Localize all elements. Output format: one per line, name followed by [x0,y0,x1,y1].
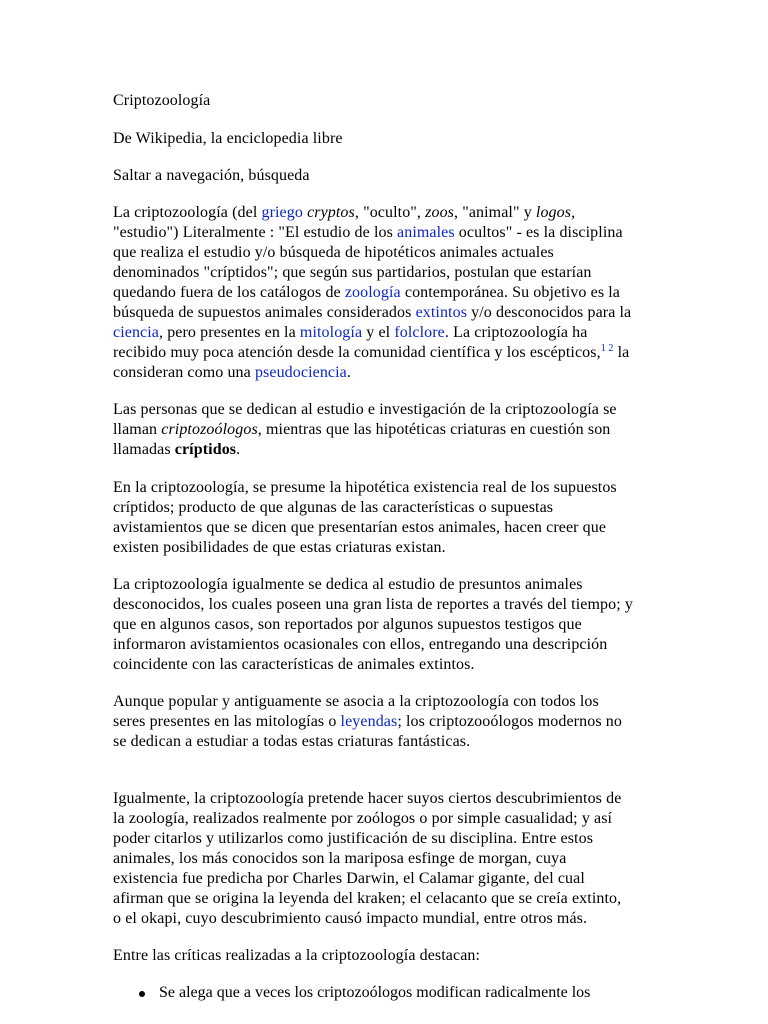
link-zoologia[interactable]: zoología [344,284,401,301]
italic-logos: logos [535,204,572,221]
italic-cryptos: cryptos [307,204,355,221]
link-leyendas[interactable]: leyendas [340,713,398,730]
dedica-paragraph: La criptozoología igualmente se dedica al estudio de presuntos animales desconocidos, los cuales poseen una gran lista de reportes a través del tiempo; y que en algunos casos, son reportados por algunos supuestos testigos que informaron avistamientos ocasionales con ellos, entregando una descripción coincidente con las características de animales extintos. [113,576,633,673]
aunque-paragraph: Aunque popular y antiguamente se asocia a la criptozoología con todos los seres presentes en las mitologías o leyendas; los criptozooólogos modernos no se dedican a estudiar a todas estas criaturas fantásticas. [113,693,622,750]
link-extintos[interactable]: extintos [415,304,468,321]
link-pseudociencia[interactable]: pseudociencia [254,364,347,381]
bold-criptidos: críptidos [174,441,237,458]
link-animales[interactable]: animales [397,224,455,241]
link-griego[interactable]: griego [261,204,303,221]
link-mitologia[interactable]: mitología [299,324,363,341]
document-title: Criptozoología [113,92,211,109]
source-line: De Wikipedia, la enciclopedia libre [113,130,343,147]
link-ciencia[interactable]: ciencia [113,324,159,341]
reference-1[interactable]: 1 [600,343,606,354]
intro-paragraph: La criptozoología (del griego cryptos, "oculto", zoos, "animal" y logos, "estudio") Literalmente : "El estudio de los animales ocultos" - es la disciplina que realiza el estudio y/o búsqueda de hipotéticos animales actuales denominados "críptidos"; que según sus partidarios, postulan que estarían quedando fuera de los catálogos de zoología contemporánea. Su objetivo es la búsqueda de supuestos animales considerados extintos y/o desconocidos para la ciencia, pero presentes en la mitología y el folclore. La criptozoología ha recibido muy poca atención desde la comunidad científica y los escépticos,$^1$ $^2$ la consideran como una pseudociencia. [113,204,632,381]
reference-2[interactable]: 2 [608,343,614,354]
bullet-icon [139,991,145,997]
skip-navigation-line: Saltar a navegación, búsqueda [113,167,310,184]
criticas-list [113,983,633,1003]
link-folclore[interactable]: folclore [394,324,445,341]
personas-paragraph: Las personas que se dedican al estudio e investigación de la criptozoología se llaman criptozoólogos, mientras que las hipotéticas criaturas en cuestión son llamadas críptidos. [113,401,617,458]
italic-criptozoologos: criptozoólogos [161,421,258,438]
igualmente-paragraph: Igualmente, la criptozoología pretende hacer suyos ciertos descubrimientos de la zoología, realizados realmente por zoólogos o por simple casualidad; y así poder citarlos y utilizarlos como justificación de su disciplina. Entre estos animales, los más conocidos son la mariposa esfinge de morgan, cuya existencia fue predicha por Charles Darwin, el Calamar gigante, del cual afirman que se origina la leyenda del kraken; el celacanto que se creía extinto, o el okapi, cuyo descubrimiento causó impacto mundial, entre otros más. [113,790,622,927]
presume-paragraph: En la criptozoología, se presume la hipotética existencia real de los supuestos críptidos; producto de que algunas de las características o supuestas avistamientos que se dicen que presentarían estos animales, hacen creer que existen posibilidades de que estas criaturas existan. [113,479,617,556]
criticas-paragraph: Entre las críticas realizadas a la criptozoología destacan: [113,947,481,964]
document-body [113,88,633,1003]
italic-zoos: zoos [425,204,454,221]
list-item: Se alega que a veces los criptozoólogos modifican radicalmente los [113,983,633,1003]
